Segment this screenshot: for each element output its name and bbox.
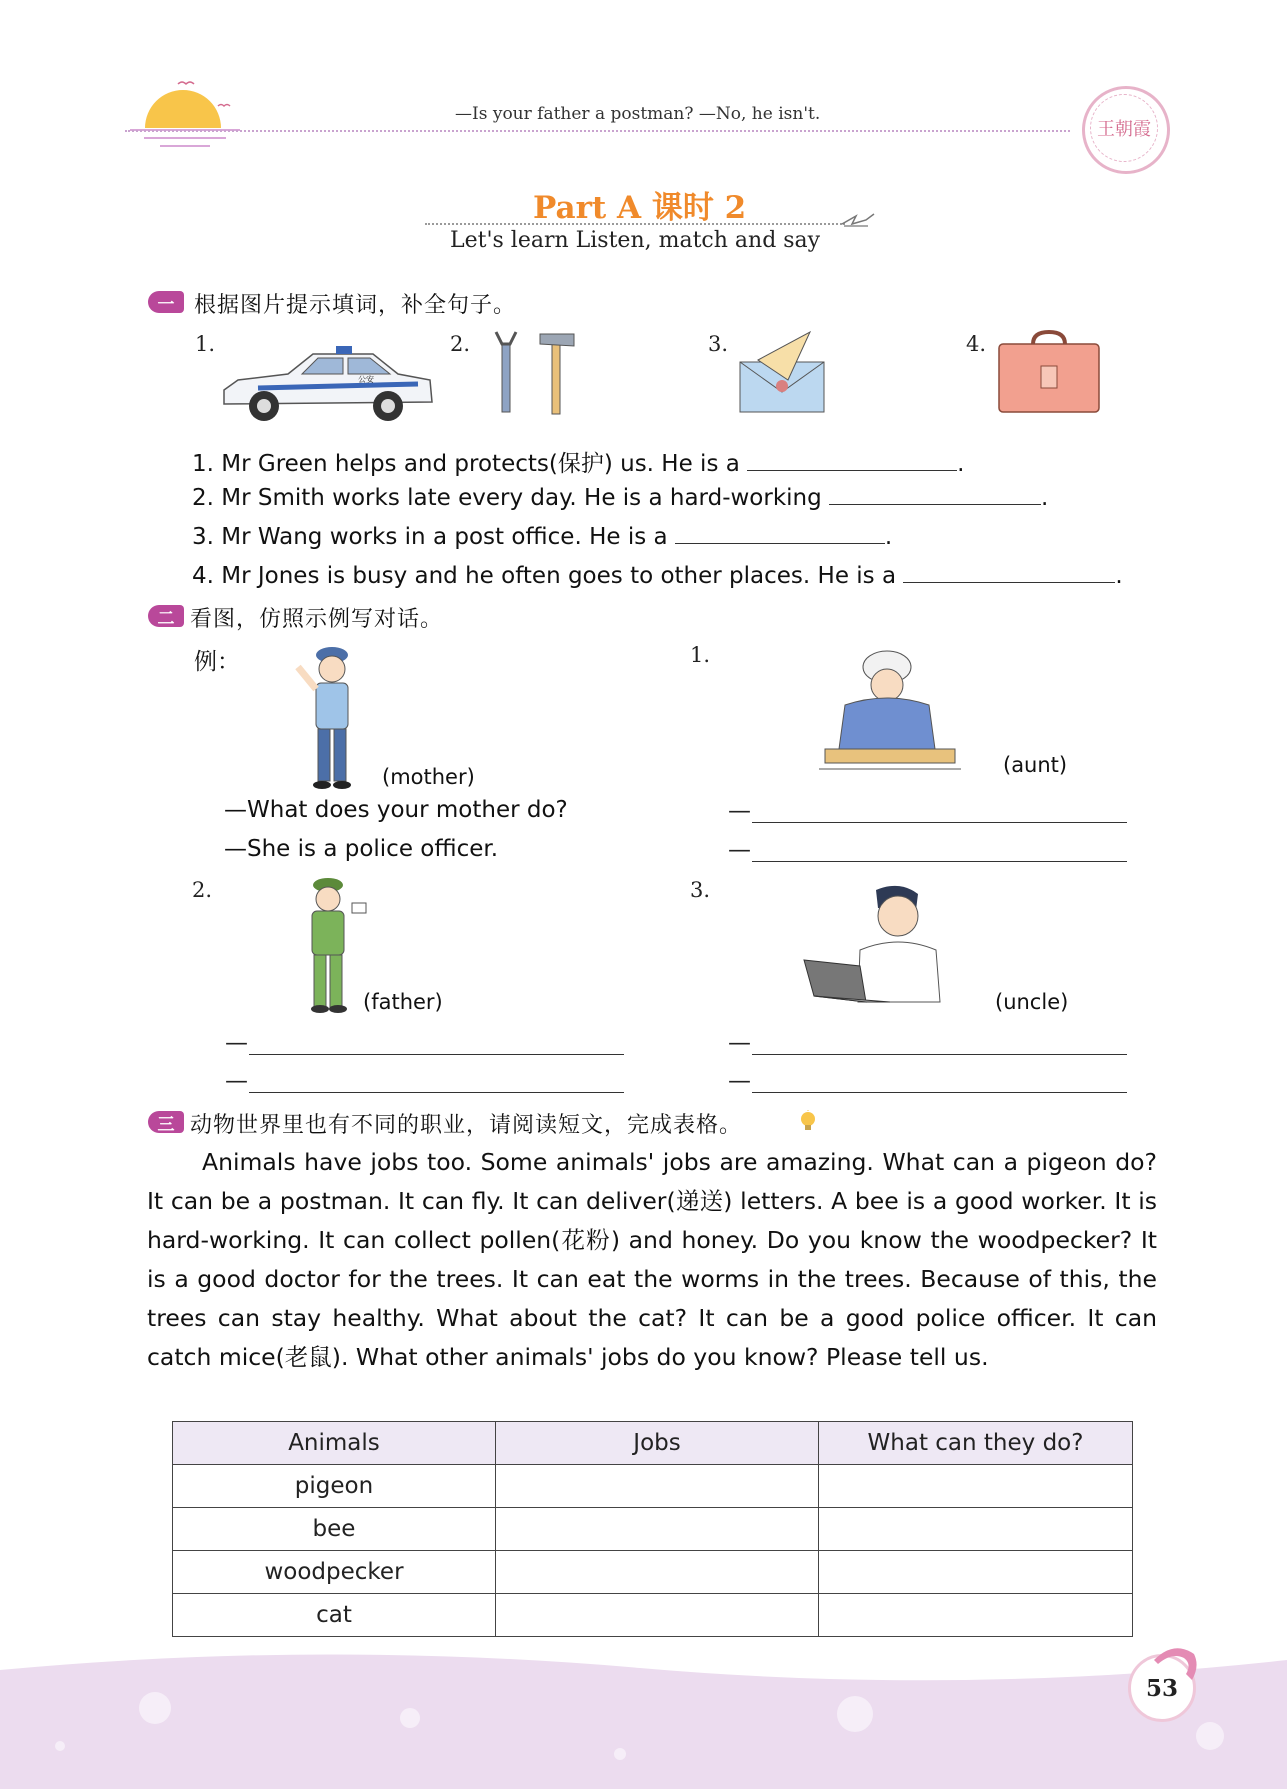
section-2-instruction: 看图，仿照示例写对话。 xyxy=(190,607,444,632)
sentence-1-text: 1. Mr Green helps and protects(保护) us. He is a xyxy=(192,451,740,477)
title-divider xyxy=(425,223,845,225)
sentence-4-text: 4. Mr Jones is busy and he often goes to other places. He is a xyxy=(192,563,897,589)
picture-number-1: 1. xyxy=(195,332,216,356)
dialog-3-dash-a: — xyxy=(728,1030,751,1056)
sentence-1-end: . xyxy=(957,451,965,477)
table-row xyxy=(173,1465,1133,1508)
police-car-picture xyxy=(218,340,436,425)
dialog-number-3: 3. xyxy=(690,878,711,902)
section-badge-3: 三 xyxy=(148,1111,184,1133)
uncle-office-picture xyxy=(800,880,960,1010)
table-header-row xyxy=(173,1422,1133,1465)
picture-number-4: 4. xyxy=(966,332,987,356)
jobs-answer-cell[interactable] xyxy=(496,1465,819,1508)
dialog-number-2: 2. xyxy=(192,878,213,902)
animal-cell: woodpecker xyxy=(173,1551,496,1594)
publisher-seal-text: 王朝霞 xyxy=(1090,94,1158,162)
example-label: 例： xyxy=(194,649,240,675)
section-badge-2: 二 xyxy=(148,605,184,627)
animal-cell: cat xyxy=(173,1594,496,1637)
dialog-2-dash-a: — xyxy=(225,1030,248,1056)
running-title: —Is your father a postman? —No, he isn't. xyxy=(455,104,821,124)
column-header: Animals xyxy=(173,1422,496,1465)
fill-sentence-2 xyxy=(192,484,1048,511)
answer-blank-2[interactable] xyxy=(829,484,1041,505)
dialog-2-dash-b: — xyxy=(225,1068,248,1094)
dialog-1-line-b[interactable] xyxy=(752,860,1127,862)
postman-picture xyxy=(298,875,370,1015)
jobs-answer-cell[interactable] xyxy=(496,1551,819,1594)
dialog-1-dash-b: — xyxy=(728,837,751,863)
table-row xyxy=(173,1594,1133,1637)
picture-number-3: 3. xyxy=(708,332,729,356)
footer-wave-decoration xyxy=(0,1650,1287,1789)
dialog-3-line-b[interactable] xyxy=(752,1091,1127,1093)
table-row xyxy=(173,1551,1133,1594)
animal-jobs-table xyxy=(172,1421,1133,1637)
sentence-3-text: 3. Mr Wang works in a post office. He is a xyxy=(192,524,668,550)
car-label: 公安 xyxy=(358,375,374,384)
fill-sentence-4 xyxy=(192,562,1123,589)
example-question: —What does your mother do? xyxy=(224,797,568,823)
police-officer-picture xyxy=(288,643,368,791)
abilities-answer-cell[interactable] xyxy=(819,1551,1133,1594)
example-answer: —She is a police officer. xyxy=(224,836,499,862)
dialog-2-line-a[interactable] xyxy=(249,1053,624,1055)
lesson-title: Part A 课时 2 xyxy=(533,190,747,226)
dialog-3-line-a[interactable] xyxy=(752,1053,1127,1055)
dialog-number-1: 1. xyxy=(690,643,711,667)
section-3-instruction: 动物世界里也有不同的职业，请阅读短文，完成表格。 xyxy=(190,1113,743,1138)
sentence-2-text: 2. Mr Smith works late every day. He is a hard-working xyxy=(192,485,822,511)
aunt-worker-picture xyxy=(815,645,965,775)
sentence-4-end: . xyxy=(1115,563,1123,589)
dialog-person-2: (father) xyxy=(363,990,443,1014)
picture-number-2: 2. xyxy=(450,332,471,356)
envelope-picture xyxy=(738,330,828,416)
dolphin-icon xyxy=(1148,1640,1202,1692)
dialog-person-1: (aunt) xyxy=(1003,753,1068,777)
table-row xyxy=(173,1508,1133,1551)
header-divider xyxy=(125,130,1070,132)
dialog-1-dash-a: — xyxy=(728,798,751,824)
sun-logo-icon xyxy=(130,78,240,154)
reading-passage: Animals have jobs too. Some animals' jobs are amazing. What can a pigeon do? It can be a postman. It can fly. It can deliver(递送) letters. A bee is a good worker. It is hard-working. It can collect pollen(花粉) and honey. Do you know the woodpecker? It is a good doctor for the trees. It can eat the worms in the trees. Because of this, the trees can stay healthy. What about the cat? It can be a good police officer. It can catch mice(老鼠). What other animals' jobs do you know? Please tell us. xyxy=(147,1148,1157,1371)
section-badge-1: 一 xyxy=(148,291,184,313)
answer-blank-3[interactable] xyxy=(675,523,885,544)
sentence-2-end: . xyxy=(1041,485,1049,511)
bird-icon xyxy=(840,212,876,234)
dialog-1-line-a[interactable] xyxy=(752,821,1127,823)
animal-cell: pigeon xyxy=(173,1465,496,1508)
fill-sentence-1 xyxy=(192,445,964,478)
jobs-answer-cell[interactable] xyxy=(496,1508,819,1551)
column-header: Jobs xyxy=(496,1422,819,1465)
answer-blank-1[interactable] xyxy=(747,450,957,471)
abilities-answer-cell[interactable] xyxy=(819,1594,1133,1637)
section-1-instruction: 根据图片提示填词，补全句子。 xyxy=(194,293,517,318)
sentence-3-end: . xyxy=(884,524,893,550)
column-header: What can they do? xyxy=(819,1422,1133,1465)
lesson-subtitle: Let's learn Listen, match and say xyxy=(450,228,821,253)
dialog-person-3: (uncle) xyxy=(995,990,1069,1014)
page-number: 53 xyxy=(1128,1654,1196,1722)
lightbulb-icon xyxy=(797,1110,819,1134)
fill-sentence-3 xyxy=(192,523,892,550)
jobs-answer-cell[interactable] xyxy=(496,1594,819,1637)
answer-blank-4[interactable] xyxy=(903,562,1115,583)
abilities-answer-cell[interactable] xyxy=(819,1508,1133,1551)
abilities-answer-cell[interactable] xyxy=(819,1465,1133,1508)
dialog-3-dash-b: — xyxy=(728,1068,751,1094)
dialog-2-line-b[interactable] xyxy=(249,1091,624,1093)
briefcase-picture xyxy=(995,330,1103,416)
example-person: (mother) xyxy=(382,765,475,789)
tools-picture xyxy=(488,330,578,416)
animal-cell: bee xyxy=(173,1508,496,1551)
